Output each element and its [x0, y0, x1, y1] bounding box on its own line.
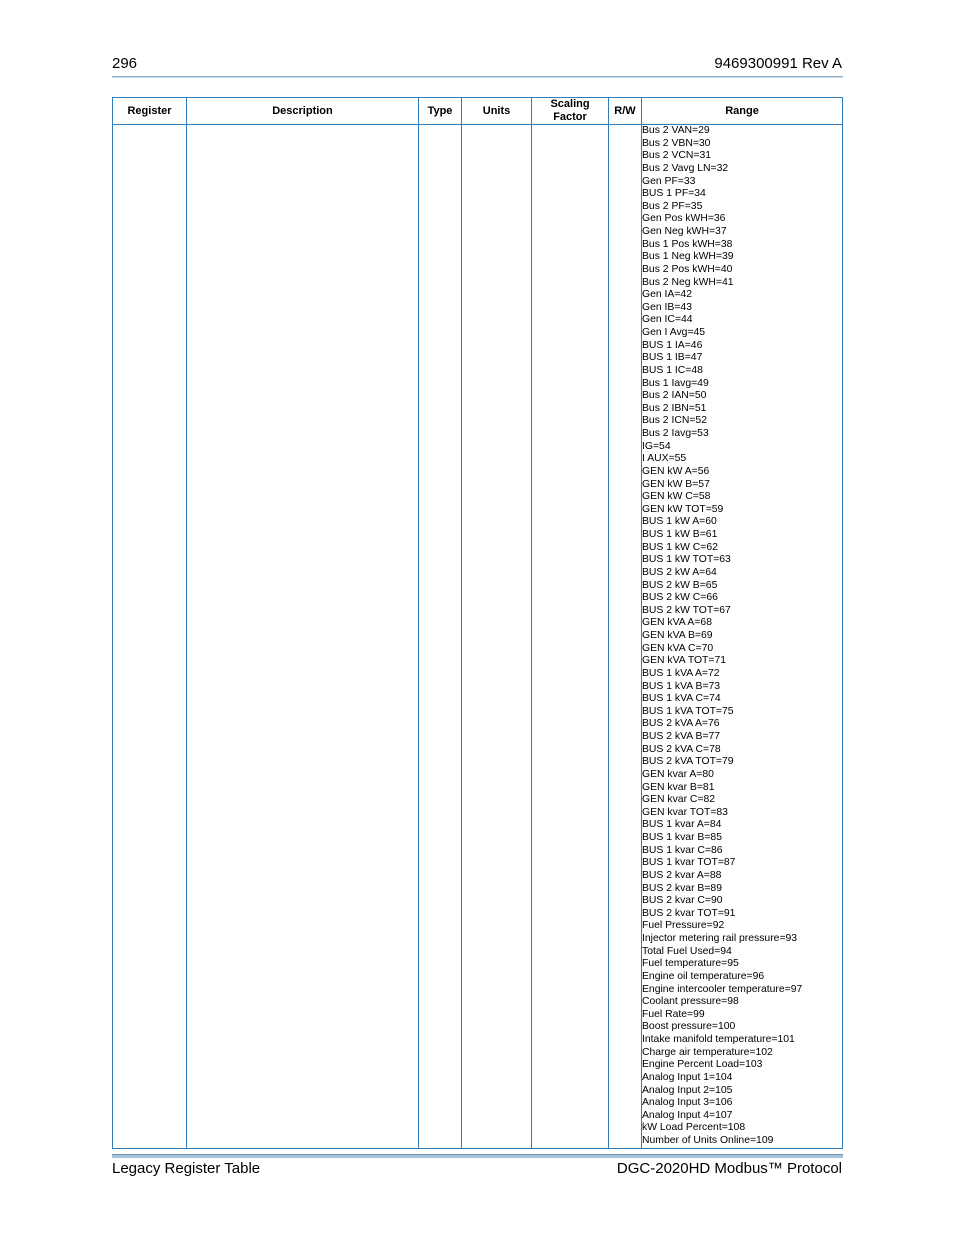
range-item: IG=54 — [642, 440, 671, 452]
range-item: Bus 2 PF=35 — [642, 200, 703, 212]
range-item: BUS 2 kW TOT=67 — [642, 604, 731, 616]
range-item: Bus 1 Iavg=49 — [642, 377, 709, 389]
range-item: Analog Input 4=107 — [642, 1109, 733, 1121]
range-item: GEN kW TOT=59 — [642, 503, 724, 515]
page-number: 296 — [112, 55, 138, 72]
rw-cell — [609, 125, 642, 1149]
register-cell — [113, 125, 187, 1149]
column-header-description: Description — [187, 98, 419, 125]
range-item: BUS 1 IC=48 — [642, 364, 703, 376]
table-header-row — [113, 98, 843, 125]
range-item: GEN kW C=58 — [642, 491, 711, 503]
range-item: Bus 2 VAN=29 — [642, 125, 710, 136]
type-cell — [419, 125, 462, 1149]
range-item: BUS 1 kVA B=73 — [642, 680, 721, 692]
range-item: Bus 2 Neg kWH=41 — [642, 276, 734, 288]
range-item: Engine intercooler temperature=97 — [642, 983, 803, 995]
range-item: GEN kW A=56 — [642, 465, 710, 477]
column-header-units: Units — [462, 98, 532, 125]
range-item: Bus 2 IBN=51 — [642, 402, 707, 414]
footer-rule — [112, 1154, 843, 1158]
range-item: BUS 1 kVA TOT=75 — [642, 705, 734, 717]
range-item: BUS 1 IA=46 — [642, 339, 703, 351]
range-item: Bus 2 Iavg=53 — [642, 428, 709, 439]
range-item: BUS 2 kvar TOT=91 — [642, 907, 736, 919]
range-item: GEN kvar A=80 — [642, 768, 714, 780]
range-item: Charge air temperature=102 — [642, 1046, 773, 1058]
range-item: BUS 2 kvar C=90 — [642, 895, 723, 907]
range-item: BUS 1 kW C=62 — [642, 541, 718, 553]
range-item: GEN kvar TOT=83 — [642, 806, 728, 818]
range-item: BUS 1 IB=47 — [642, 352, 703, 364]
document-number: 9469300991 Rev A — [714, 55, 842, 72]
range-item: Number of Units Online=109 — [642, 1135, 774, 1146]
range-item: BUS 1 kvar A=84 — [642, 819, 722, 831]
range-item: Gen Pos kWH=36 — [642, 213, 726, 225]
range-item: BUS 1 kW A=60 — [642, 516, 717, 528]
range-item: BUS 2 kVA A=76 — [642, 718, 720, 730]
range-item: Analog Input 3=106 — [642, 1097, 733, 1109]
range-cell — [642, 125, 843, 1149]
range-item: Analog Input 2=105 — [642, 1084, 733, 1096]
range-item: Engine oil temperature=96 — [642, 970, 765, 982]
table-row — [113, 125, 843, 1149]
range-item: Total Fuel Used=94 — [642, 945, 732, 957]
range-item: kW Load Percent=108 — [642, 1122, 746, 1134]
range-item: GEN kW B=57 — [642, 478, 710, 490]
range-item: Gen IC=44 — [642, 314, 693, 326]
range-item: Fuel Pressure=92 — [642, 920, 725, 932]
range-item: Engine Percent Load=103 — [642, 1059, 763, 1071]
range-item: Boost pressure=100 — [642, 1021, 736, 1033]
range-item: GEN kVA C=70 — [642, 642, 714, 654]
range-item: Bus 2 IAN=50 — [642, 390, 707, 402]
range-item: BUS 1 kVA A=72 — [642, 667, 720, 679]
column-header-range: Range — [642, 98, 843, 125]
column-header-register: Register — [113, 98, 187, 125]
column-header-scaling-factor: Scaling Factor — [532, 98, 609, 125]
range-item: Gen IA=42 — [642, 289, 692, 301]
range-item: BUS 2 kW B=65 — [642, 579, 718, 591]
range-item: BUS 1 kvar B=85 — [642, 832, 722, 843]
range-item: BUS 2 kvar A=88 — [642, 869, 722, 881]
range-item: Bus 1 Neg kWH=39 — [642, 251, 734, 263]
range-item: BUS 2 kVA B=77 — [642, 731, 721, 742]
range-item: BUS 2 kVA TOT=79 — [642, 756, 734, 768]
range-list — [642, 125, 842, 1148]
range-item: Bus 2 Pos kWH=40 — [642, 263, 733, 275]
range-item: BUS 1 kVA C=74 — [642, 693, 721, 705]
range-item: GEN kVA B=69 — [642, 630, 713, 641]
footer-product-title: DGC-2020HD Modbus™ Protocol — [616, 1160, 842, 1177]
description-cell — [187, 125, 419, 1149]
range-item: BUS 1 kvar C=86 — [642, 844, 723, 856]
range-item: GEN kVA A=68 — [642, 617, 712, 629]
range-item: BUS 1 kW B=61 — [642, 529, 718, 540]
range-item: GEN kVA TOT=71 — [642, 655, 727, 667]
range-item: BUS 2 kW C=66 — [642, 592, 718, 604]
range-item: GEN kvar B=81 — [642, 781, 715, 793]
range-item: Analog Input 1=104 — [642, 1071, 733, 1083]
column-header-rw: R/W — [609, 98, 642, 125]
range-item: BUS 2 kvar B=89 — [642, 882, 722, 894]
register-table — [112, 97, 843, 1149]
range-item: BUS 1 kvar TOT=87 — [642, 857, 736, 869]
scaling-factor-cell — [532, 125, 609, 1149]
range-item: Intake manifold temperature=101 — [642, 1034, 795, 1045]
range-item: Bus 2 ICN=52 — [642, 415, 707, 427]
range-item: Gen PF=33 — [642, 175, 696, 187]
range-item: Gen Neg kWH=37 — [642, 226, 727, 237]
range-item: Bus 2 Vavg LN=32 — [642, 162, 729, 174]
range-item: Fuel Rate=99 — [642, 1008, 705, 1020]
header-rule — [112, 76, 843, 77]
range-item: BUS 2 kW A=64 — [642, 566, 717, 578]
units-cell — [462, 125, 532, 1149]
range-item: BUS 1 kW TOT=63 — [642, 554, 731, 566]
range-item: Bus 2 VCN=31 — [642, 150, 712, 162]
footer-section-title: Legacy Register Table — [112, 1160, 261, 1177]
range-item: Fuel temperature=95 — [642, 958, 739, 970]
range-item: GEN kvar C=82 — [642, 794, 716, 806]
range-item: Gen I Avg=45 — [642, 327, 706, 338]
column-header-type: Type — [419, 98, 462, 125]
range-item: BUS 1 PF=34 — [642, 188, 706, 200]
range-item: Injector metering rail pressure=93 — [642, 933, 798, 944]
range-item: Gen IB=43 — [642, 301, 692, 313]
range-item: Coolant pressure=98 — [642, 996, 739, 1008]
range-item: Bus 2 VBN=30 — [642, 137, 711, 149]
range-item: I AUX=55 — [642, 453, 687, 465]
range-item: Bus 1 Pos kWH=38 — [642, 238, 733, 250]
range-item: BUS 2 kVA C=78 — [642, 743, 721, 755]
